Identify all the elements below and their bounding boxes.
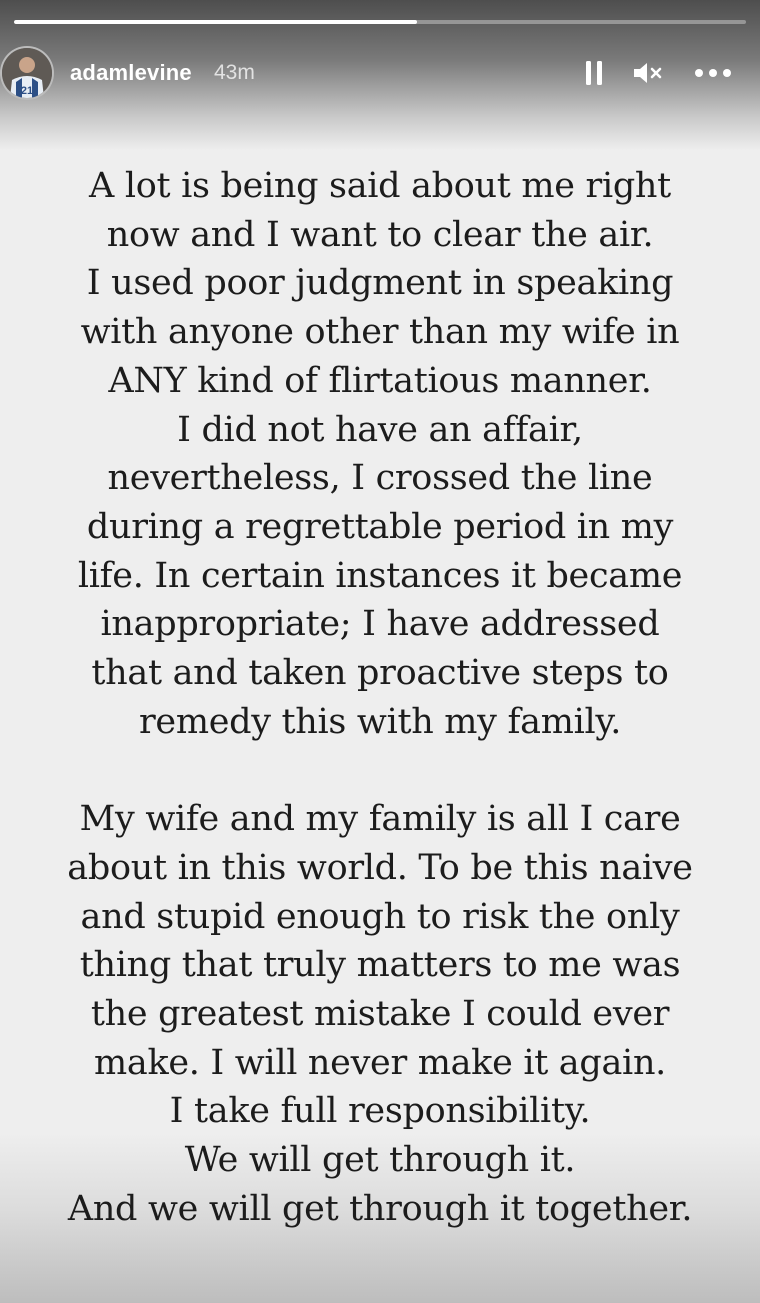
more-options-icon — [693, 68, 733, 78]
story-text-line: inappropriate; I have addressed — [100, 604, 660, 645]
post-time: 43m — [214, 61, 255, 84]
story-paragraph — [40, 162, 720, 746]
story-text-line: And we will get through it together. — [67, 1188, 693, 1229]
story-text-line: during a regrettable period in my — [86, 506, 674, 547]
volume-muted-icon — [632, 60, 664, 86]
story-text-line: nevertheless, I crossed the line — [107, 458, 653, 499]
story-text-line: My wife and my family is all I care — [79, 799, 681, 840]
story-text-line: now and I want to clear the air. — [106, 214, 654, 255]
story-text-line: ANY kind of flirtatious manner. — [108, 360, 652, 401]
avatar-jersey-number: 21 — [20, 85, 34, 97]
story-header — [0, 44, 760, 102]
pause-icon — [584, 60, 604, 86]
progress-track — [14, 20, 746, 24]
more-options-button[interactable] — [690, 56, 736, 90]
story-text-line: make. I will never make it again. — [93, 1042, 667, 1083]
story-text-content — [40, 162, 720, 1233]
story-text-line: thing that truly matters to me was — [79, 945, 681, 986]
story-text-line: I did not have an affair, — [177, 409, 583, 450]
story-text-line: the greatest mistake I could ever — [90, 993, 670, 1034]
story-text-line: with anyone other than my wife in — [80, 312, 680, 353]
story-paragraph — [40, 795, 720, 1233]
progress-fill — [14, 20, 417, 24]
story-text-line: that and taken proactive steps to — [91, 653, 669, 694]
story-text-line: We will get through it. — [184, 1140, 576, 1181]
avatar-photo — [2, 48, 52, 98]
story-progress-bar — [14, 20, 746, 24]
story-text-line: A lot is being said about me right — [89, 166, 671, 206]
story-text-line: life. In certain instances it became — [77, 555, 683, 596]
username[interactable]: adamlevine — [70, 60, 192, 85]
story-text-line: and stupid enough to risk the only — [80, 896, 680, 937]
pause-button[interactable] — [580, 56, 608, 90]
story-text-line: remedy this with my family. — [138, 701, 622, 742]
story-text-line: I used poor judgment in speaking — [86, 263, 674, 304]
avatar[interactable] — [0, 46, 54, 100]
mute-button[interactable] — [630, 56, 666, 90]
story-text-line: I take full responsibility. — [169, 1091, 591, 1132]
story-text-line: about in this world. To be this naive — [67, 847, 693, 888]
